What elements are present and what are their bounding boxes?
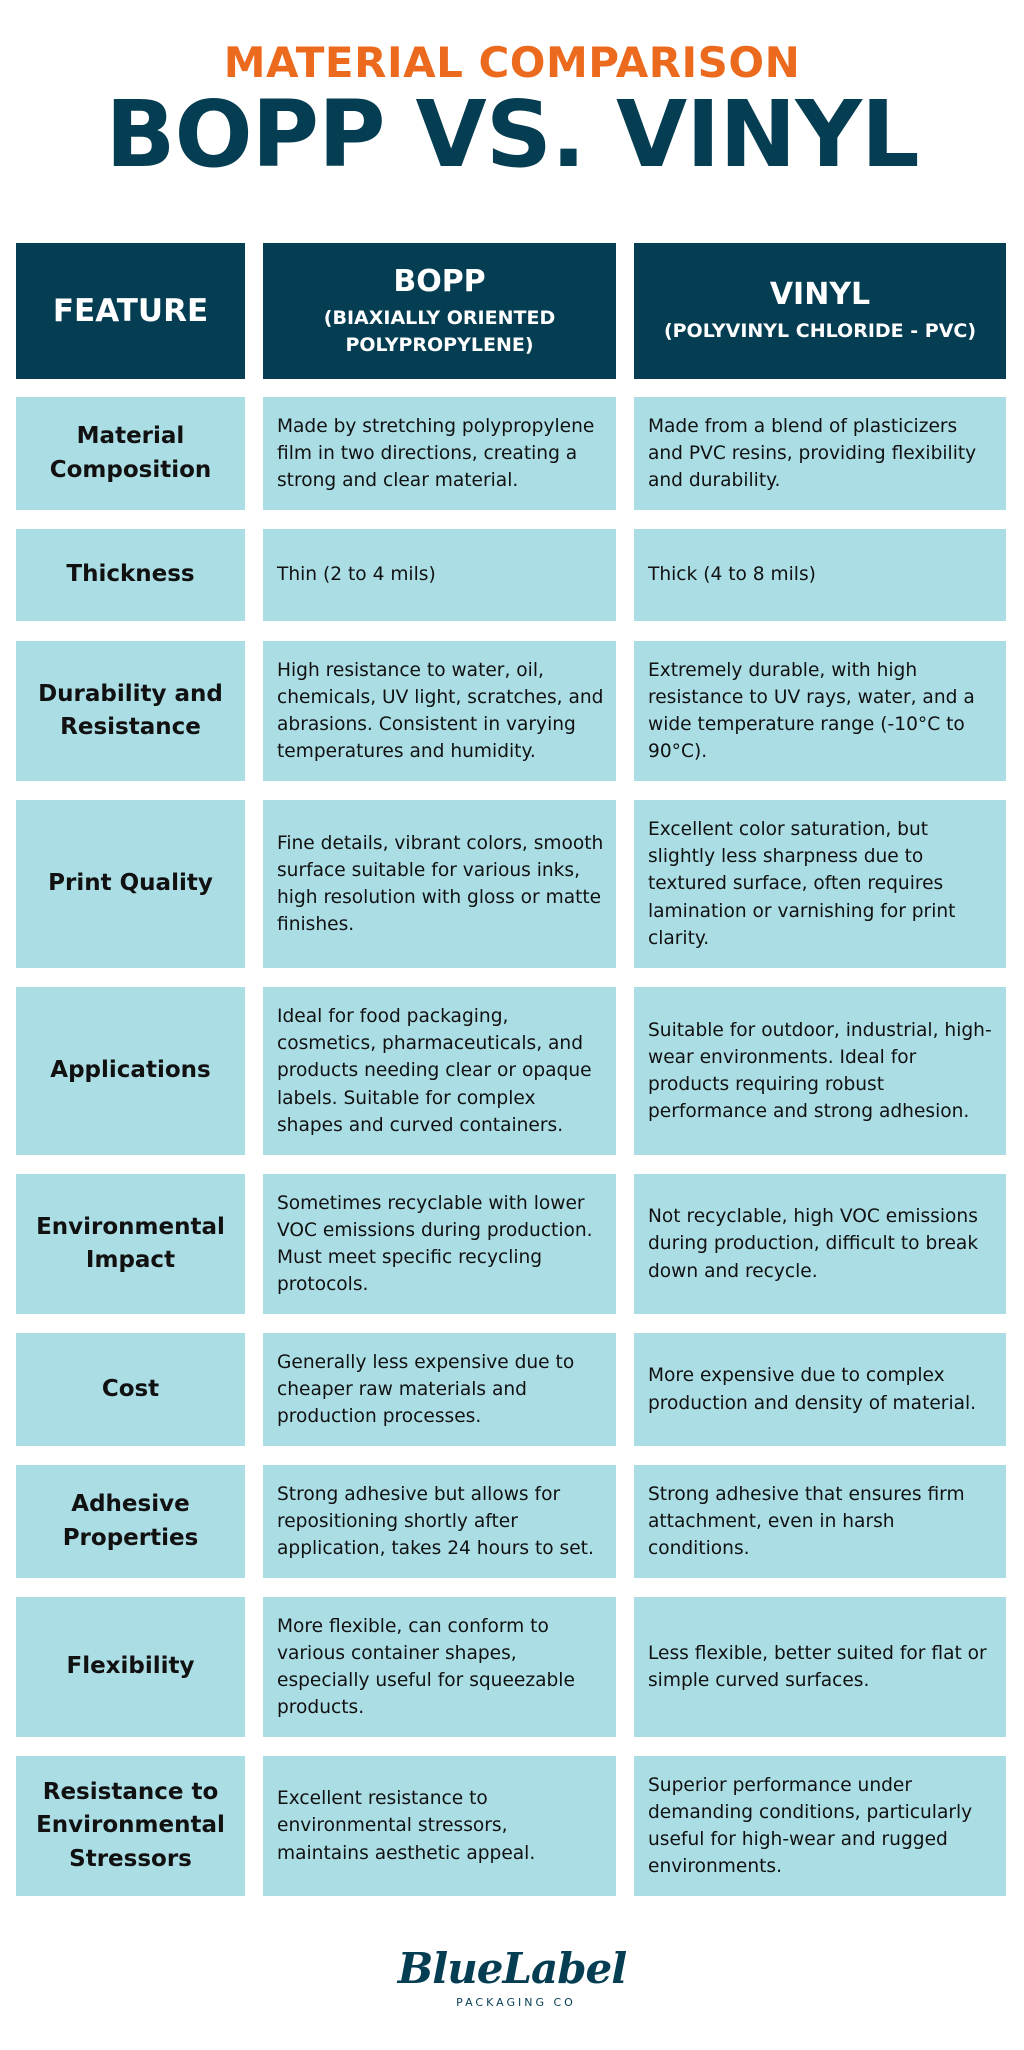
column-header-sublabel: (BIAXIALLY ORIENTED POLYPROPYLENE): [323, 306, 556, 356]
feature-cell: Resistance to Environmental Stressors: [16, 1756, 245, 1896]
bopp-cell: Strong adhesive but allows for repositioning shortly after application, takes 24 hours to set.: [263, 1465, 616, 1578]
logo-tagline: PACKAGING CO: [456, 1996, 576, 2009]
column-header-feature: [16, 243, 245, 379]
vinyl-cell: Suitable for outdoor, industrial, high-wear environments. Ideal for products requiring robust performance and strong adhesion.: [634, 987, 1006, 1155]
page-subtitle: MATERIAL COMPARISON: [223, 38, 801, 87]
feature-cell: Adhesive Properties: [16, 1465, 245, 1578]
vinyl-cell: Strong adhesive that ensures firm attachment, even in harsh conditions.: [634, 1465, 1006, 1578]
feature-cell: Flexibility: [16, 1597, 245, 1737]
feature-cell: Cost: [16, 1333, 245, 1446]
feature-cell: Environmental Impact: [16, 1174, 245, 1314]
bopp-cell: Generally less expensive due to cheaper raw materials and production processes.: [263, 1333, 616, 1446]
feature-cell: Material Composition: [16, 397, 245, 510]
bopp-cell: Fine details, vibrant colors, smooth surface suitable for various inks, high resolution with gloss or matte finishes.: [263, 800, 616, 968]
vinyl-cell: Thick (4 to 8 mils): [634, 529, 1006, 621]
comparison-table: [16, 243, 1006, 1896]
logo-wordmark: BlueLabel: [397, 1944, 627, 1993]
brand-logo: [0, 1944, 1024, 2009]
page-title: BOPP VS. VINYL: [105, 81, 919, 188]
column-header-label: BOPP: [393, 263, 486, 299]
vinyl-cell: Excellent color saturation, but slightly less sharpness due to textured surface, often requires lamination or varnishing for print clarity.: [634, 800, 1006, 968]
vinyl-cell: Less flexible, better suited for flat or simple curved surfaces.: [634, 1597, 1006, 1737]
vinyl-cell: More expensive due to complex production and density of material.: [634, 1333, 1006, 1446]
column-header-bopp: [263, 243, 616, 379]
bopp-cell: More flexible, can conform to various container shapes, especially useful for squeezable products.: [263, 1597, 616, 1737]
bopp-cell: Ideal for food packaging, cosmetics, pharmaceuticals, and products needing clear or opaque labels. Suitable for complex shapes and curved containers.: [263, 987, 616, 1155]
column-header-label: VINYL: [769, 277, 871, 313]
bopp-cell: Sometimes recyclable with lower VOC emissions during production. Must meet specific recycling protocols.: [263, 1174, 616, 1314]
column-header-vinyl: [634, 243, 1006, 379]
bopp-cell: Made by stretching polypropylene film in two directions, creating a strong and clear material.: [263, 397, 616, 510]
vinyl-cell: Made from a blend of plasticizers and PVC resins, providing flexibility and durability.: [634, 397, 1006, 510]
feature-cell: Durability and Resistance: [16, 641, 245, 781]
bopp-cell: Excellent resistance to environmental stressors, maintains aesthetic appeal.: [263, 1756, 616, 1896]
feature-cell: Thickness: [16, 529, 245, 621]
vinyl-cell: Extremely durable, with high resistance to UV rays, water, and a wide temperature range (-10°C to 90°C).: [634, 641, 1006, 781]
bopp-cell: Thin (2 to 4 mils): [263, 529, 616, 621]
vinyl-cell: Superior performance under demanding conditions, particularly useful for high-wear and rugged environments.: [634, 1756, 1006, 1896]
column-header-label: FEATURE: [52, 293, 209, 329]
column-header-sublabel: (POLYVINYL CHLORIDE - PVC): [663, 320, 977, 343]
bopp-cell: High resistance to water, oil, chemicals, UV light, scratches, and abrasions. Consistent in varying temperatures and humidity.: [263, 641, 616, 781]
feature-cell: Print Quality: [16, 800, 245, 968]
feature-cell: Applications: [16, 987, 245, 1155]
vinyl-cell: Not recyclable, high VOC emissions during production, difficult to break down and recycle.: [634, 1174, 1006, 1314]
